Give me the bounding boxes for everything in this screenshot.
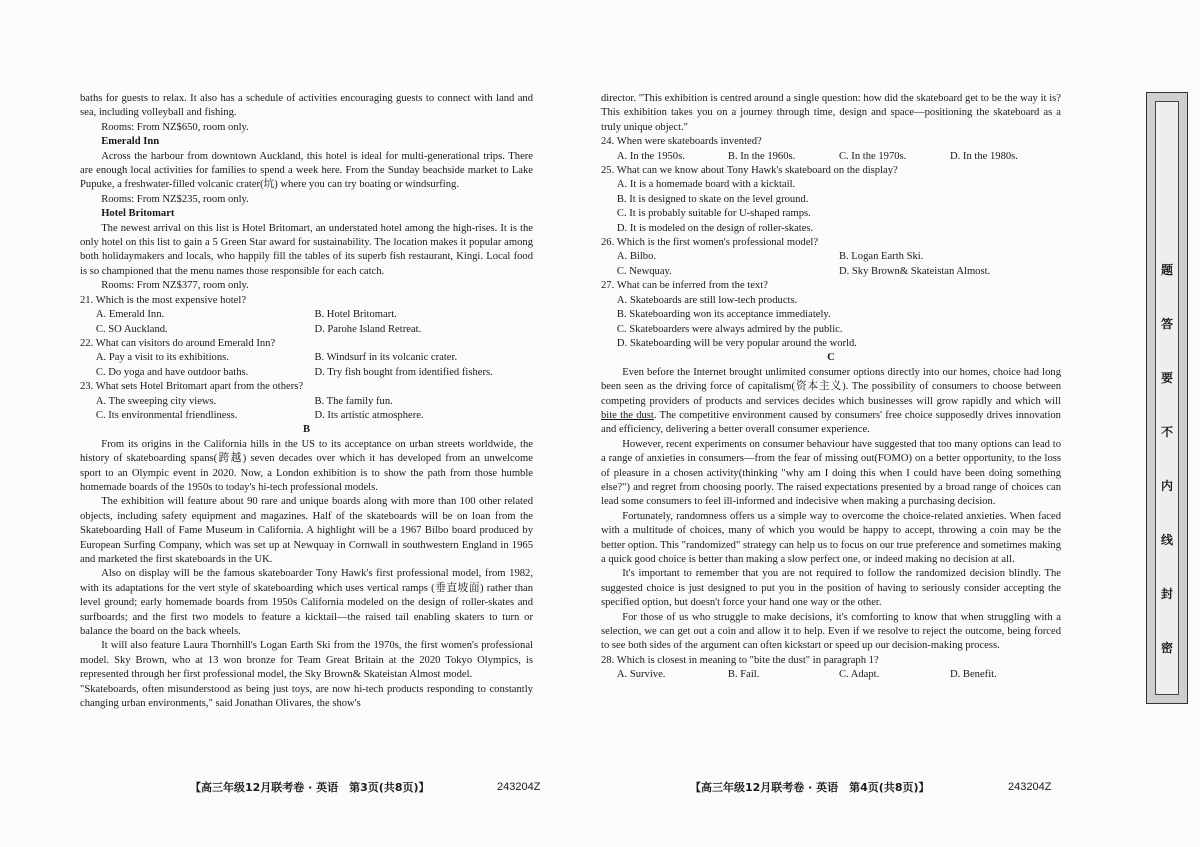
text-segment: Even before the Internet brought unlimited consumer options directly into our homes, choice had long been seen as the driving force of capitalism(资本主义). The possibility of consumers to choose between competing providers of products and services decides which businesses will grow rapidly and which will: [601, 366, 1061, 407]
hotel1-intro: baths for guests to relax. It also has a schedule of activities encouraging guests to connect with land and sea, including volleyball and fishing.: [80, 93, 533, 119]
question-21-options: [80, 308, 533, 337]
hotel3-rooms: Rooms: From NZ$377, room only.: [101, 280, 249, 292]
strip-char: 内: [1160, 478, 1173, 493]
option: A. Emerald Inn.: [95, 309, 165, 321]
option: D. Skateboarding will be very popular around the world.: [616, 337, 857, 349]
question-23-options: [80, 395, 533, 424]
passage-c-paragraph-4: It's important to remember that you are not required to follow the randomized decision blindly. The suggested choice is just designed to put you in the position of having to seriously consider accepting the specified option, but doesn't force your hand one way or the other.: [601, 568, 1061, 609]
question-24: 24. When were skateboards invented?: [601, 136, 762, 148]
underlined-phrase: bite the dust: [601, 409, 654, 421]
passage-b-paragraph-4: It will also feature Laura Thornhill's Logan Earth Ski from the 1970s, the first women's professional model. Sky Brown, who at 13 won bronze for Team Great Britain at the 2020 Tokyo Olympics, is represented through her first professional model, the Sky Brown& Skateistan Almost model.: [80, 640, 533, 681]
option: D. Its artistic atmosphere.: [314, 409, 424, 421]
option: A. Skateboards are still low-tech products.: [616, 294, 798, 306]
left-column: [80, 92, 533, 711]
option: A. Pay a visit to its exhibitions.: [95, 352, 229, 364]
text-segment: . The competitive environment caused by consumers' free choice supposedly drives innovation and efficiency, delivering a better overall consumer experience.: [601, 409, 1061, 436]
question-21: 21. Which is the most expensive hotel?: [80, 294, 247, 306]
option: D. In the 1980s.: [949, 150, 1018, 162]
question-25-options: [601, 178, 1061, 236]
question-25: 25. What can we know about Tony Hawk's skateboard on the display?: [601, 165, 898, 177]
option: B. In the 1960s.: [727, 150, 796, 162]
passage-b-paragraph-5: "Skateboards, often misunderstood as being just toys, are now hi-tech products responding to constantly changing urban environments," said Jonathan Olivares, the show's: [80, 683, 533, 710]
hotel2-rooms: Rooms: From NZ$235, room only.: [101, 193, 249, 205]
option: B. Windsurf in its volcanic crater.: [314, 352, 458, 364]
passage-b-paragraph-3: Also on display will be the famous skateboarder Tony Hawk's first professional model, from 1982, with its adaptations for the vert style of skateboarding which uses vertical ramps (垂直坡面) rather than level ground; early homemade boards from 1950s California modeled on the design of roller-skates and surfboards; and the first two models to feature a kicktail—the raised tail enabling skaters to turn or balance the board on the back wheels.: [80, 568, 533, 638]
question-23: 23. What sets Hotel Britomart apart from the others?: [80, 381, 304, 393]
exam-code: 243204Z: [497, 781, 541, 793]
section-c-heading: C: [827, 352, 835, 364]
question-24-options: [601, 150, 1061, 164]
strip-char: 线: [1160, 532, 1173, 547]
hotel3-name: Hotel Britomart: [101, 208, 175, 220]
hotel2-desc: Across the harbour from downtown Auckland, this hotel is ideal for multi-generational trips. There are enough local activities for families to spend a week here. From the Sunday beachside market to Lake Pupuke, a freshwater-filled volcanic crater(坑) where you can try boating or windsurfing.: [80, 150, 533, 191]
option: B. It is designed to skate on the level ground.: [616, 193, 809, 205]
hotel2-name: Emerald Inn: [101, 136, 160, 148]
option: D. Benefit.: [949, 669, 997, 681]
option: A. Survive.: [616, 669, 666, 681]
strip-char: 密: [1160, 640, 1173, 655]
question-26-options: [601, 250, 1061, 279]
option: D. Sky Brown& Skateistan Almost.: [838, 265, 991, 277]
page-footer: 【高三年级12月联考卷 · 英语 第3页(共8页)】: [190, 781, 430, 794]
hotel3-desc: The newest arrival on this list is Hotel Britomart, an understated hotel among the high-rises. It is the only hotel on this list to gain a 5 Green Star award for sustainability. The location makes it popular among both holidaymakers and locals, who happily fill the tables of its superb fish restaurant, Kingi. Local food is so championed that the menu names those responsible for each catch.: [80, 222, 533, 277]
hotel1-rooms: Rooms: From NZ$650, room only.: [101, 121, 249, 133]
right-column: [601, 92, 1061, 683]
strip-char: 封: [1160, 586, 1173, 601]
passage-c-paragraph-3: Fortunately, randomness offers us a simple way to overcome the choice-related anxieties. When faced with a multitude of choices, many of which you would be happy to accept, throwing a coin may be the better option. This "randomized" strategy can help us to focus on our true preference and sometimes making a quick good choice is better than making a slow perfect one, or indeed making no decision at all.: [601, 510, 1061, 565]
question-27: 27. What can be inferred from the text?: [601, 280, 768, 292]
option: C. Do yoga and have outdoor baths.: [95, 366, 249, 378]
option: C. Its environmental friendliness.: [95, 409, 238, 421]
strip-char: 题: [1160, 262, 1173, 277]
option: A. The sweeping city views.: [95, 395, 217, 407]
exam-code: 243204Z: [1008, 781, 1052, 793]
option: B. Fail.: [727, 669, 760, 681]
question-22-options: [80, 351, 533, 380]
option: B. The family fun.: [314, 395, 393, 407]
sealing-line-notice: [1155, 101, 1179, 695]
option: C. SO Auckland.: [95, 323, 168, 335]
strip-char: 答: [1160, 316, 1173, 331]
passage-c-paragraph-1: [601, 366, 1061, 438]
strip-char: 要: [1160, 370, 1173, 385]
option: D. Parohe Island Retreat.: [314, 323, 422, 335]
option: C. It is probably suitable for U-shaped ramps.: [616, 208, 811, 220]
question-28: 28. Which is closest in meaning to "bite the dust" in paragraph 1?: [601, 654, 879, 666]
passage-c-paragraph-5: For those of us who struggle to make decisions, it's comforting to know that when struggling with a selection, we can get out a coin and allow it to help. Even if we resolve to reject the outcome, being forced to see both sides of the argument can often kickstart or speed up our decision-making process.: [601, 611, 1061, 652]
right-page: [590, 0, 1200, 847]
option: B. Logan Earth Ski.: [838, 251, 924, 263]
option: A. It is a homemade board with a kicktail.: [616, 179, 796, 191]
passage-b-paragraph-2: The exhibition will feature about 90 rare and unique boards along with more than 100 other related objects, including safety equipment and magazines. Half of the skateboards will be on loan from the Skateboarding Hall of Fame Museum in California. A highlight will be a 1967 Bilbo board produced by European Surfing Company, which was set up at Newquay in Cornwall in southwestern England in 1965 and marketed the first skateboards in the UK.: [80, 496, 533, 565]
option: C. Adapt.: [838, 669, 880, 681]
option: C. In the 1970s.: [838, 150, 907, 162]
left-page: [0, 0, 590, 847]
option: D. It is modeled on the design of roller-skates.: [616, 222, 814, 234]
option: A. Bilbo.: [616, 251, 657, 263]
option: C. Skateboarders were always admired by the public.: [616, 323, 843, 335]
question-28-options: [601, 668, 1061, 682]
option: A. In the 1950s.: [616, 150, 685, 162]
passage-b-continued: director. "This exhibition is centred around a single question: how did the skateboard get to be the way it is? This exhibition takes you on a journey through time, design and space—positioning the skateboard as a truly unique object.": [601, 93, 1061, 133]
section-b-heading: B: [302, 424, 311, 436]
passage-b-paragraph-1: From its origins in the California hills in the US to its acceptance on urban streets worldwide, the history of skateboarding spans(跨越) seven decades over which it has developed from an unwelcome sport to an Olympic event in 2020. Now, a London exhibition is to show the path from those humble homemade boards of the 1950s to today's hi-tech professional models.: [80, 438, 533, 493]
binding-margin-strip: [1146, 92, 1188, 704]
page-footer: 【高三年级12月联考卷 · 英语 第4页(共8页)】: [690, 781, 930, 794]
question-26: 26. Which is the first women's professional model?: [601, 237, 819, 249]
question-27-options: [601, 294, 1061, 352]
passage-c-paragraph-2: However, recent experiments on consumer behaviour have suggested that too many options can lead to a range of anxieties in consumers—from the fear of missing out(FOMO) on a better opportunity, to the loss of pleasure in a chosen activity(thinking "why am I doing this when I could have been doing something else?") and regret from choosing poorly. The raised expectations presented by a broad range of choices can lead some consumers to feel ill-informed and indecisive when making a purchasing decision.: [601, 438, 1061, 508]
option: B. Skateboarding won its acceptance immediately.: [616, 309, 831, 321]
option: D. Try fish bought from identified fishers.: [314, 366, 493, 378]
option: B. Hotel Britomart.: [314, 309, 397, 321]
question-22: 22. What can visitors do around Emerald Inn?: [80, 337, 276, 349]
option: C. Newquay.: [616, 265, 672, 277]
strip-char: 不: [1160, 424, 1173, 439]
